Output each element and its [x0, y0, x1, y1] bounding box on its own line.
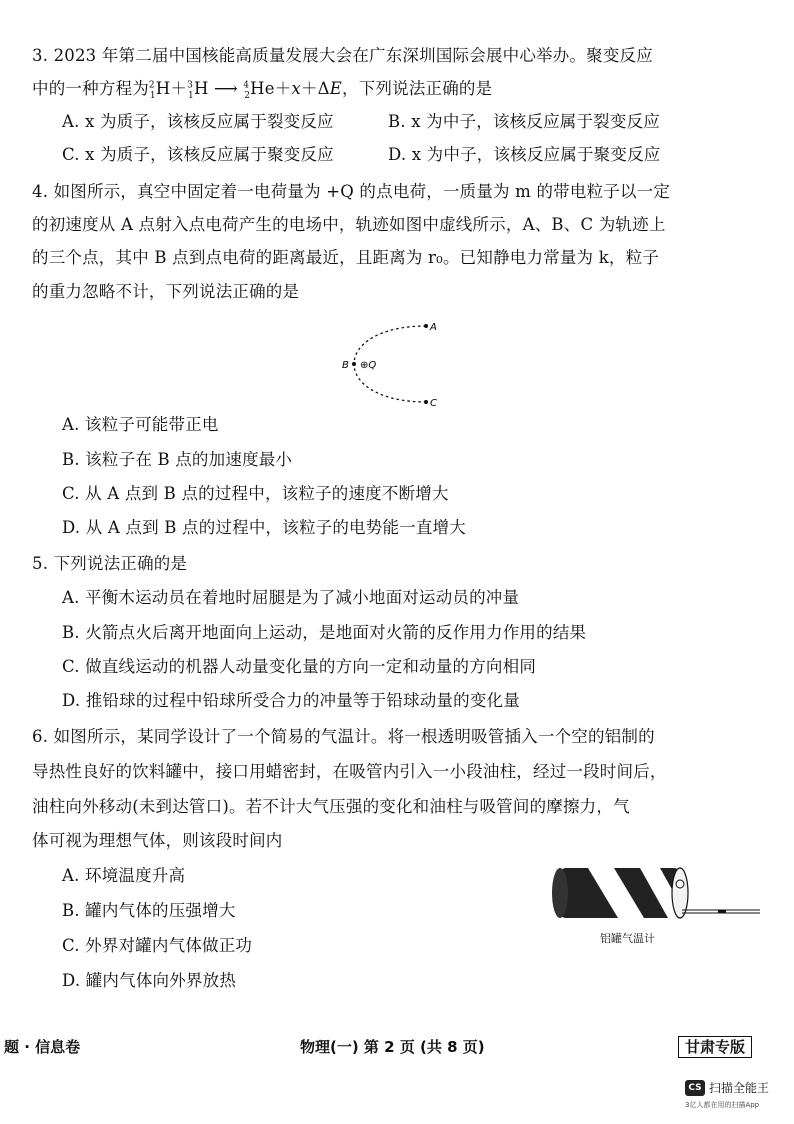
q4-stem-line3: 的三个点，其中 B 点到点电荷的距离最近，且距离为 r₀。已知静电力常量为 k，粒子	[32, 248, 660, 267]
thermometer-caption: 铝罐气温计	[600, 932, 655, 945]
camscanner-name: 扫描全能王	[709, 1081, 770, 1095]
q4-stem-line2: 的初速度从 A 点射入点电荷产生的电场中，轨迹如图中虚线所示，A、B、C 为轨迹上	[32, 215, 666, 234]
camscanner-tagline: 3亿人都在用的扫描App	[685, 1101, 760, 1109]
point-b-dot	[352, 362, 356, 366]
point-a-dot	[424, 324, 428, 328]
q4-option-d: D. 从 A 点到 B 点的过程中，该粒子的电势能一直增大	[62, 518, 466, 537]
q3-stem-line1: 3. 2023 年第二届中国核能高质量发展大会在广东深圳国际会展中心举办。聚变反应	[32, 46, 653, 65]
q6-option-a: A. 环境温度升高	[62, 866, 186, 885]
q4-option-c: C. 从 A 点到 B 点的过程中，该粒子的速度不断增大	[62, 484, 449, 503]
q3-option-d: D. x 为中子，该核反应属于聚变反应	[388, 145, 661, 164]
q3-option-b: B. x 为中子，该核反应属于裂变反应	[388, 112, 660, 131]
aluminum-can-thermometer-figure	[548, 862, 768, 926]
q6-stem-line2: 导热性良好的饮料罐中，接口用蜡密封，在吸管内引入一小段油柱，经过一段时间后，	[32, 762, 667, 781]
camscanner-logo-icon: CS	[685, 1080, 705, 1096]
q3-stem-suffix: ，下列说法正确的是	[342, 79, 493, 98]
q5-option-d: D. 推铅球的过程中铅球所受合力的冲量等于铅球动量的变化量	[62, 691, 520, 710]
q6-option-d: D. 罐内气体向外界放热	[62, 971, 237, 990]
q5-option-c: C. 做直线运动的机器人动量变化量的方向一定和动量的方向相同	[62, 657, 537, 676]
q4-stem-line1: 4. 如图所示，真空中固定着一电荷量为 +Q 的点电荷，一质量为 m 的带电粒子以一定	[32, 182, 671, 201]
fusion-equation: $^2_1$H＋$^3_1$H ⟶ $^4_2$He＋x＋ΔE	[148, 79, 343, 102]
q3-stem-prefix: 中的一种方程为	[32, 79, 149, 98]
label-a: A	[430, 322, 437, 333]
footer-page-number: 物理(一) 第 2 页 (共 8 页)	[300, 1038, 485, 1056]
q3-option-c: C. x 为质子，该核反应属于聚变反应	[62, 145, 334, 164]
q4-stem-line4: 的重力忽略不计，下列说法正确的是	[32, 282, 300, 301]
q6-stem-line1: 6. 如图所示，某同学设计了一个简易的气温计。将一根透明吸管插入一个空的铝制的	[32, 727, 655, 746]
q4-option-a: A. 该粒子可能带正电	[62, 415, 219, 434]
footer-edition-box	[678, 1036, 752, 1057]
q3-stem-line2	[32, 77, 492, 101]
q6-option-b: B. 罐内气体的压强增大	[62, 901, 236, 920]
q6-option-c: C. 外界对罐内气体做正功	[62, 936, 253, 955]
point-c-dot	[424, 400, 428, 404]
footer-edition: 甘肃专版	[678, 1036, 752, 1058]
q5-option-b: B. 火箭点火后离开地面向上运动，是地面对火箭的反作用力作用的结果	[62, 623, 587, 642]
footer-left-label: 题 · 信息卷	[4, 1038, 81, 1056]
q5-stem: 5. 下列说法正确的是	[32, 554, 188, 573]
q6-stem-line4: 体可视为理想气体，则该段时间内	[32, 831, 283, 850]
label-b: B	[342, 360, 349, 371]
label-c: C	[430, 398, 437, 409]
q4-option-b: B. 该粒子在 B 点的加速度最小	[62, 450, 293, 469]
q3-option-a: A. x 为质子，该核反应属于裂变反应	[62, 112, 334, 131]
q4-trajectory-figure	[340, 318, 460, 410]
q5-option-a: A. 平衡木运动员在着地时屈腿是为了减小地面对运动员的冲量	[62, 588, 520, 607]
q6-stem-line3: 油柱向外移动(未到达管口)。若不计大气压强的变化和油柱与吸管间的摩擦力，气	[32, 797, 630, 816]
label-point-charge: ⊕Q	[360, 360, 377, 371]
